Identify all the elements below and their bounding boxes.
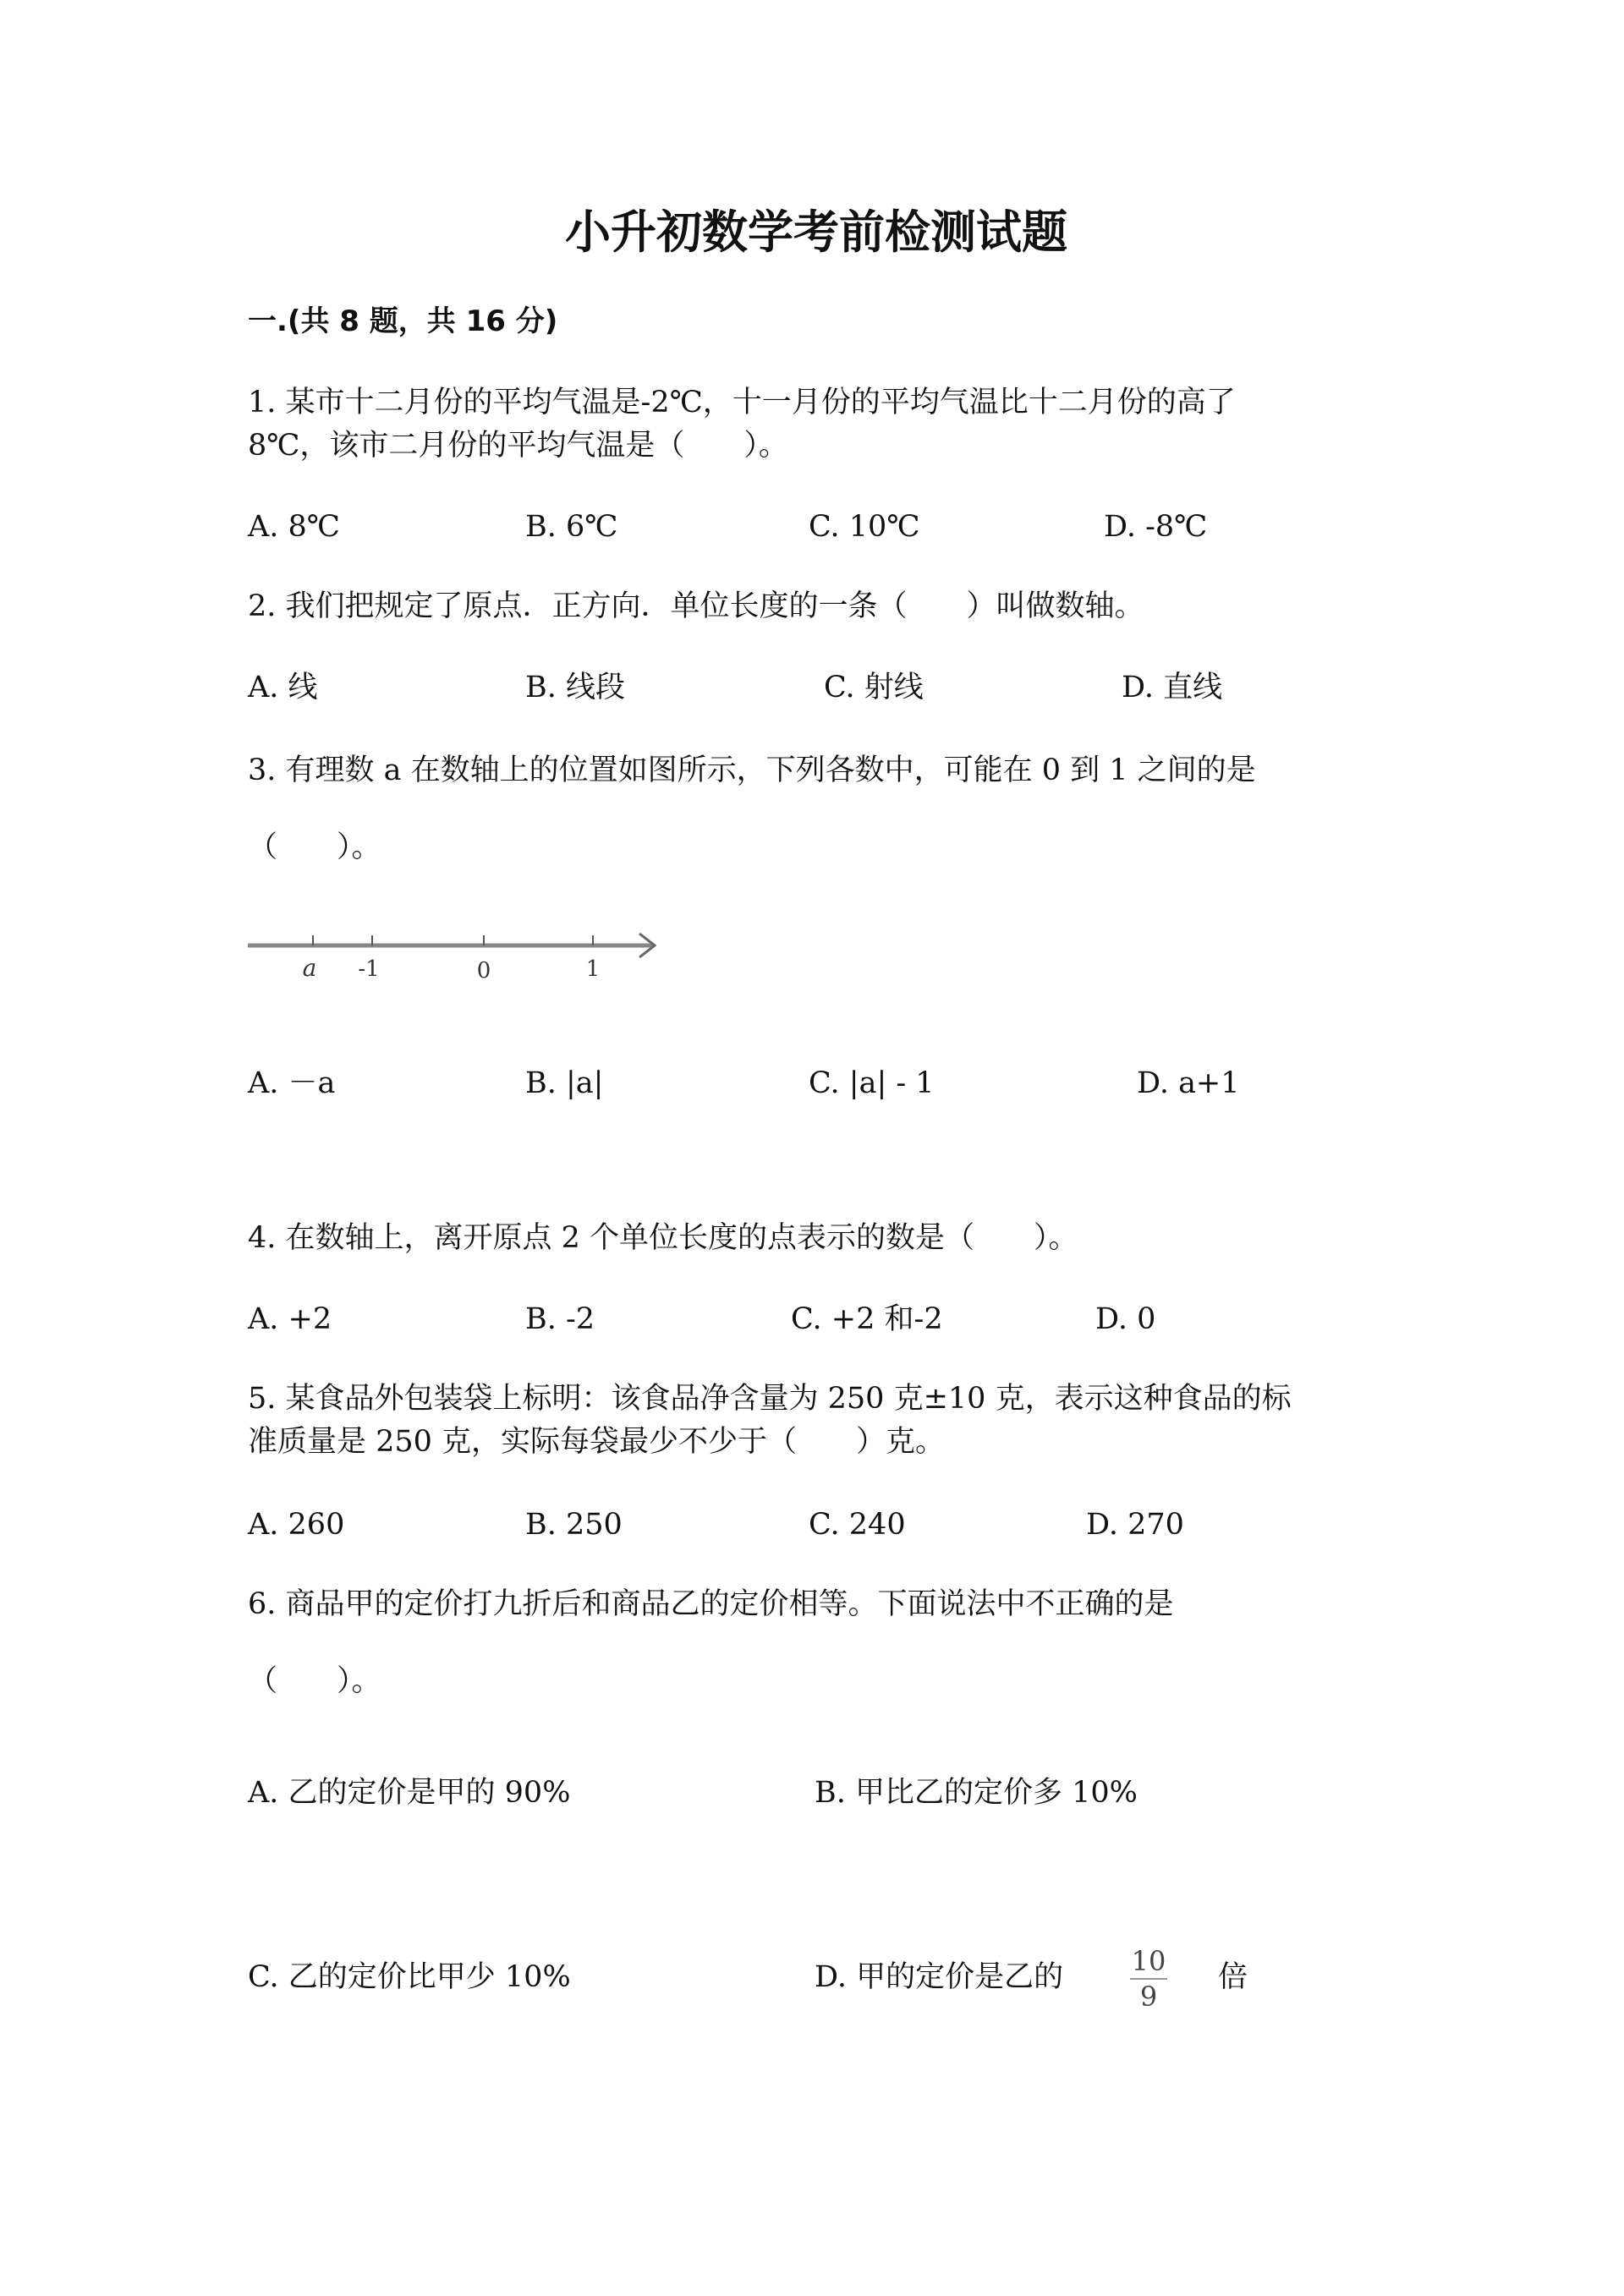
q4-option-d: D. 0: [1095, 1302, 1156, 1336]
question-3-line-2: （ ）。: [248, 830, 381, 864]
q1-option-c: C. 10℃: [809, 510, 920, 544]
fraction-10-over-9: [1130, 1945, 1167, 2013]
label-0: 0: [476, 958, 491, 984]
question-4-line-1: 4. 在数轴上，离开原点 2 个单位长度的点表示的数是（ ）。: [248, 1221, 1078, 1255]
section-heading: 一.(共 8 题，共 16 分): [248, 304, 558, 338]
q3-option-c: C. |a| - 1: [809, 1066, 935, 1100]
arrow-icon: [639, 934, 655, 957]
q5-option-c: C. 240: [809, 1508, 906, 1542]
question-3-line-1: 3. 有理数 a 在数轴上的位置如图所示，下列各数中，可能在 0 到 1 之间的是: [248, 753, 1256, 787]
q1-option-b: B. 6℃: [525, 510, 618, 544]
q2-option-c: C. 射线: [824, 671, 924, 704]
q1-option-d: D. -8℃: [1104, 510, 1208, 544]
question-1-line-2: 8℃，该市二月份的平均气温是（ ）。: [248, 429, 788, 463]
q2-option-d: D. 直线: [1122, 671, 1223, 704]
q6-option-d-suffix: 倍: [1218, 1960, 1248, 1994]
fraction-numerator: 10: [1131, 1945, 1166, 1977]
fraction-bar: [1130, 1978, 1167, 1980]
q4-option-c: C. +2 和-2: [791, 1302, 943, 1336]
label-minus-1: -1: [358, 956, 380, 982]
q5-option-b: B. 250: [525, 1508, 623, 1542]
page-title: 小升初数学考前检测试题: [565, 205, 1067, 259]
question-1-line-1: 1. 某市十二月份的平均气温是-2℃，十一月份的平均气温比十二月份的高了: [248, 386, 1236, 419]
q5-option-d: D. 270: [1086, 1508, 1184, 1542]
q6-option-b: B. 甲比乙的定价多 10%: [815, 1776, 1138, 1810]
label-1: 1: [585, 956, 601, 982]
q6-option-a: A. 乙的定价是甲的 90%: [248, 1776, 571, 1810]
q3-option-a: A. －a: [248, 1066, 336, 1100]
q2-option-a: A. 线: [248, 671, 318, 704]
question-6-line-2: （ ）。: [248, 1664, 381, 1698]
question-2-line-1: 2. 我们把规定了原点．正方向．单位长度的一条（ ）叫做数轴。: [248, 589, 1144, 623]
q6-option-d: D. 甲的定价是乙的: [815, 1960, 1064, 1994]
q4-option-b: B. -2: [525, 1302, 595, 1336]
q4-option-a: A. +2: [248, 1302, 332, 1336]
q1-option-a: A. 8℃: [248, 510, 340, 544]
label-a: a: [302, 954, 317, 982]
q2-option-b: B. 线段: [525, 671, 625, 704]
fraction-denominator: 9: [1139, 1981, 1158, 2013]
question-5-line-2: 准质量是 250 克，实际每袋最少不少于（ ）克。: [248, 1425, 946, 1459]
q3-option-d: D. a+1: [1137, 1066, 1240, 1100]
q6-option-c: C. 乙的定价比甲少 10%: [248, 1960, 571, 1994]
question-6-line-1: 6. 商品甲的定价打九折后和商品乙的定价相等。下面说法中不正确的是: [248, 1587, 1174, 1621]
question-5-line-1: 5. 某食品外包装袋上标明：该食品净含量为 250 克±10 克，表示这种食品的标: [248, 1382, 1292, 1416]
q5-option-a: A. 260: [248, 1508, 345, 1542]
q3-option-b: B. |a|: [525, 1066, 604, 1100]
